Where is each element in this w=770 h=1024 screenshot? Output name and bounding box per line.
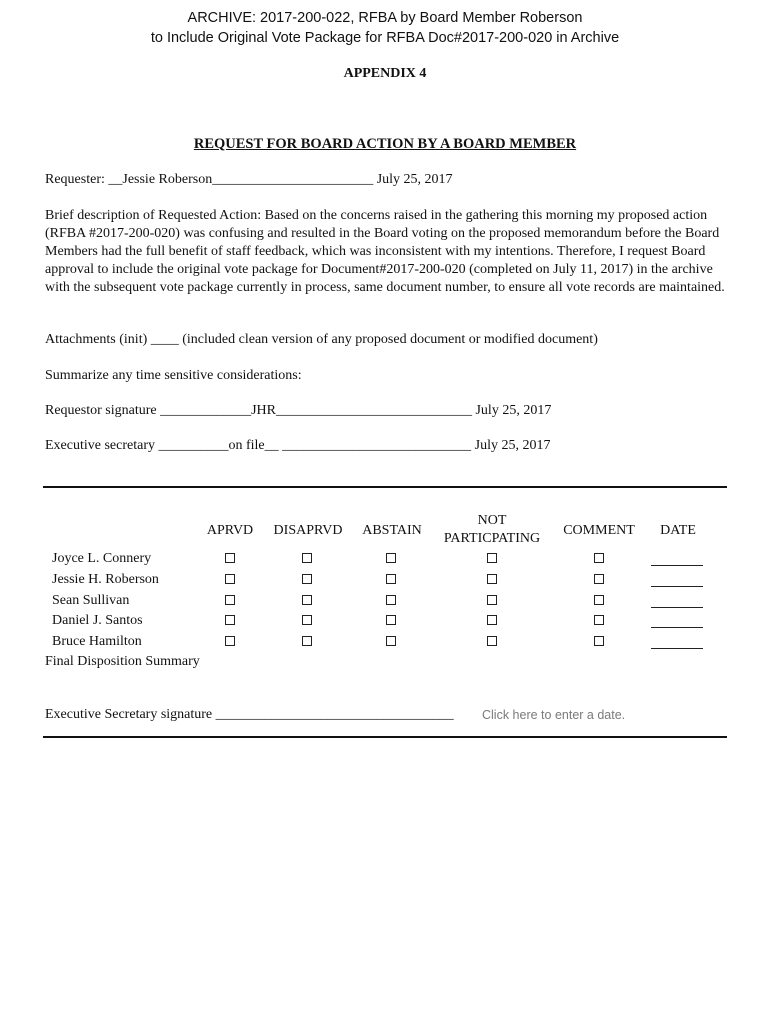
checkbox-comment-1[interactable] xyxy=(594,553,604,563)
member-name-4: Daniel J. Santos xyxy=(52,613,143,628)
checkbox-abstain-5[interactable] xyxy=(386,636,396,646)
member-name-1: Joyce L. Connery xyxy=(52,551,152,566)
requester-line: Requester: __Jessie Roberson_______________________ July 25, 2017 xyxy=(45,172,453,187)
checkbox-aprvd-2[interactable] xyxy=(225,574,235,584)
member-name-2: Jessie H. Roberson xyxy=(52,572,159,587)
checkbox-abstain-1[interactable] xyxy=(386,553,396,563)
section-divider-bottom xyxy=(43,736,727,738)
member-name-3: Sean Sullivan xyxy=(52,593,130,608)
form-title: REQUEST FOR BOARD ACTION BY A BOARD MEMBER xyxy=(193,136,577,152)
executive-secretary-line: Executive secretary __________on file__ ___________________________ July 25, 2017 xyxy=(45,438,551,453)
date-field-2[interactable] xyxy=(651,586,703,587)
archive-header-line1: ARCHIVE: 2017-200-022, RFBA by Board Member Roberson xyxy=(187,10,583,26)
attachments-line: Attachments (init) ____ (included clean version of any proposed document or modified document) xyxy=(45,332,598,347)
checkbox-disaprvd-1[interactable] xyxy=(302,553,312,563)
checkbox-abstain-2[interactable] xyxy=(386,574,396,584)
checkbox-notparticipating-3[interactable] xyxy=(487,595,497,605)
checkbox-aprvd-4[interactable] xyxy=(225,615,235,625)
checkbox-abstain-4[interactable] xyxy=(386,615,396,625)
appendix-title: APPENDIX 4 xyxy=(343,66,427,81)
date-field-5[interactable] xyxy=(651,648,703,649)
checkbox-notparticipating-1[interactable] xyxy=(487,553,497,563)
description-paragraph: Brief description of Requested Action: Based on the concerns raised in the gathering this morning my proposed action (RFBA #2017-200-020) was confusing and resulted in the Board voting on the proposed memorandum before the Board Members had the full benefit of staff feedback, which was inconsistent with my intentions. Therefore, I request Board approval to include the original vote package for Document#2017-200-020 (completed on July 11, 2017) in the archive with the subsequent vote package currently in process, same document number, to ensure all vote records are maintained. xyxy=(45,208,725,295)
checkbox-notparticipating-5[interactable] xyxy=(487,636,497,646)
exec-secretary-signature-line: Executive Secretary signature __________________________________ xyxy=(45,707,454,722)
checkbox-disaprvd-3[interactable] xyxy=(302,595,312,605)
col-header-comment: COMMENT xyxy=(563,523,635,538)
requestor-signature-line: Requestor signature _____________JHR____________________________ July 25, 2017 xyxy=(45,403,552,418)
time-sensitive-label: Summarize any time sensitive considerations: xyxy=(45,368,302,383)
checkbox-comment-4[interactable] xyxy=(594,615,604,625)
checkbox-aprvd-1[interactable] xyxy=(225,553,235,563)
checkbox-abstain-3[interactable] xyxy=(386,595,396,605)
date-picker-placeholder[interactable]: Click here to enter a date. xyxy=(482,708,626,722)
final-disposition-label: Final Disposition Summary xyxy=(45,654,200,669)
col-header-date: DATE xyxy=(660,523,696,538)
checkbox-notparticipating-2[interactable] xyxy=(487,574,497,584)
col-header-participating: PARTICPATING xyxy=(443,531,541,546)
member-name-5: Bruce Hamilton xyxy=(52,634,142,649)
checkbox-comment-3[interactable] xyxy=(594,595,604,605)
checkbox-disaprvd-2[interactable] xyxy=(302,574,312,584)
checkbox-comment-2[interactable] xyxy=(594,574,604,584)
checkbox-aprvd-5[interactable] xyxy=(225,636,235,646)
date-field-3[interactable] xyxy=(651,607,703,608)
col-header-aprvd: APRVD xyxy=(206,523,254,538)
section-divider-top xyxy=(43,486,727,488)
col-header-abstain: ABSTAIN xyxy=(362,523,422,538)
date-field-4[interactable] xyxy=(651,627,703,628)
archive-header-line2: to Include Original Vote Package for RFBA Doc#2017-200-020 in Archive xyxy=(150,30,620,46)
checkbox-aprvd-3[interactable] xyxy=(225,595,235,605)
checkbox-disaprvd-4[interactable] xyxy=(302,615,312,625)
col-header-disaprvd: DISAPRVD xyxy=(273,523,343,538)
date-field-1[interactable] xyxy=(651,565,703,566)
checkbox-comment-5[interactable] xyxy=(594,636,604,646)
col-header-not: NOT xyxy=(477,513,507,528)
checkbox-notparticipating-4[interactable] xyxy=(487,615,497,625)
checkbox-disaprvd-5[interactable] xyxy=(302,636,312,646)
